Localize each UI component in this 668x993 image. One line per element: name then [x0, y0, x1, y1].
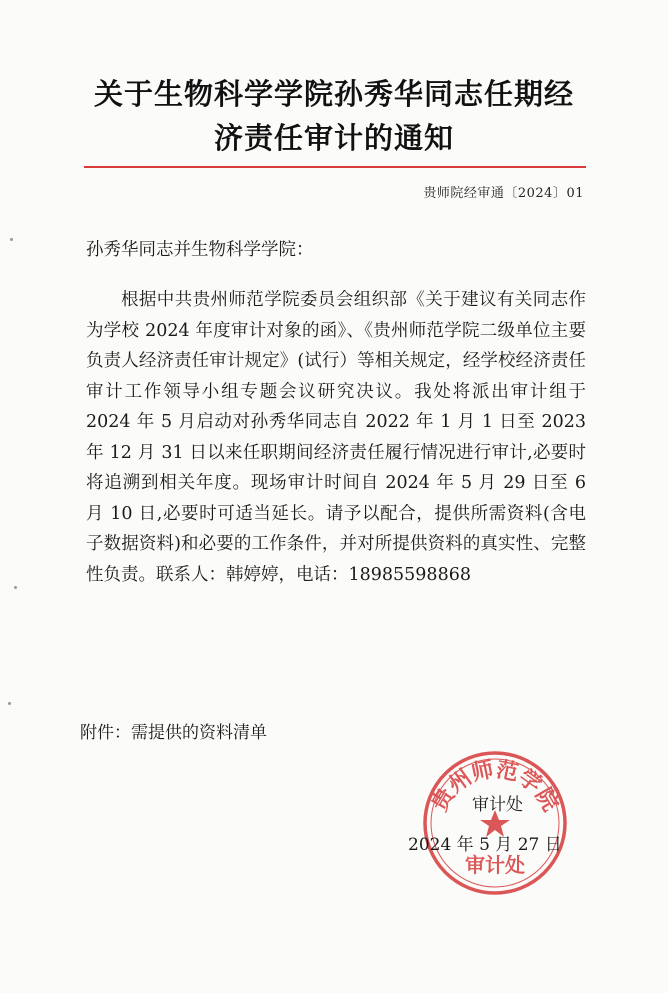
title-line-1: 关于生物科学学院孙秀华同志任期经	[93, 77, 574, 111]
addressee: 孙秀华同志并生物科学学院：	[86, 240, 314, 260]
red-divider-line	[84, 166, 586, 168]
scan-speck	[8, 702, 11, 705]
document-title	[60, 72, 608, 160]
seal-inner-text: 审计处	[465, 853, 525, 877]
issue-date: 2024 年 5 月 27 日	[408, 835, 562, 855]
official-seal-icon	[420, 748, 570, 898]
document-number: 贵师院经审通〔2024〕01	[423, 186, 584, 201]
title-line-2: 济责任审计的通知	[213, 121, 454, 155]
scan-speck	[10, 238, 13, 241]
body-paragraph: 根据中共贵州师范学院委员会组织部《关于建议有关同志作为学校 2024 年度审计对象的函》、《贵州师范学院二级单位主要负责人经济责任审计规定》(试行）等相关规定，经学校经济责任审计工作领导小组专题会议研究决议。我处将派出审计组于 2024 年 5 月启动对孙秀华同志自 2022 年 1 月 1 日至 2023 年 12 月 31 日以来任职期间经济责任履行情况进行审计,必要时将追溯到相关年度。现场审计时间自 2024 年 5 月 29 日至 6 月 10 日,必要时可适当延长。请予以配合，提供所需资料(含电子数据资料)和必要的工作条件，并对所提供资料的真实性、完整性负责。联系人：韩婷婷，电话：18985598868	[86, 290, 586, 585]
scan-speck	[14, 586, 17, 589]
attachment-note: 附件：需提供的资料清单	[80, 723, 267, 743]
seal-arc-text: 贵州师范学院	[427, 757, 563, 816]
issuer-name: 审计处	[472, 795, 523, 815]
